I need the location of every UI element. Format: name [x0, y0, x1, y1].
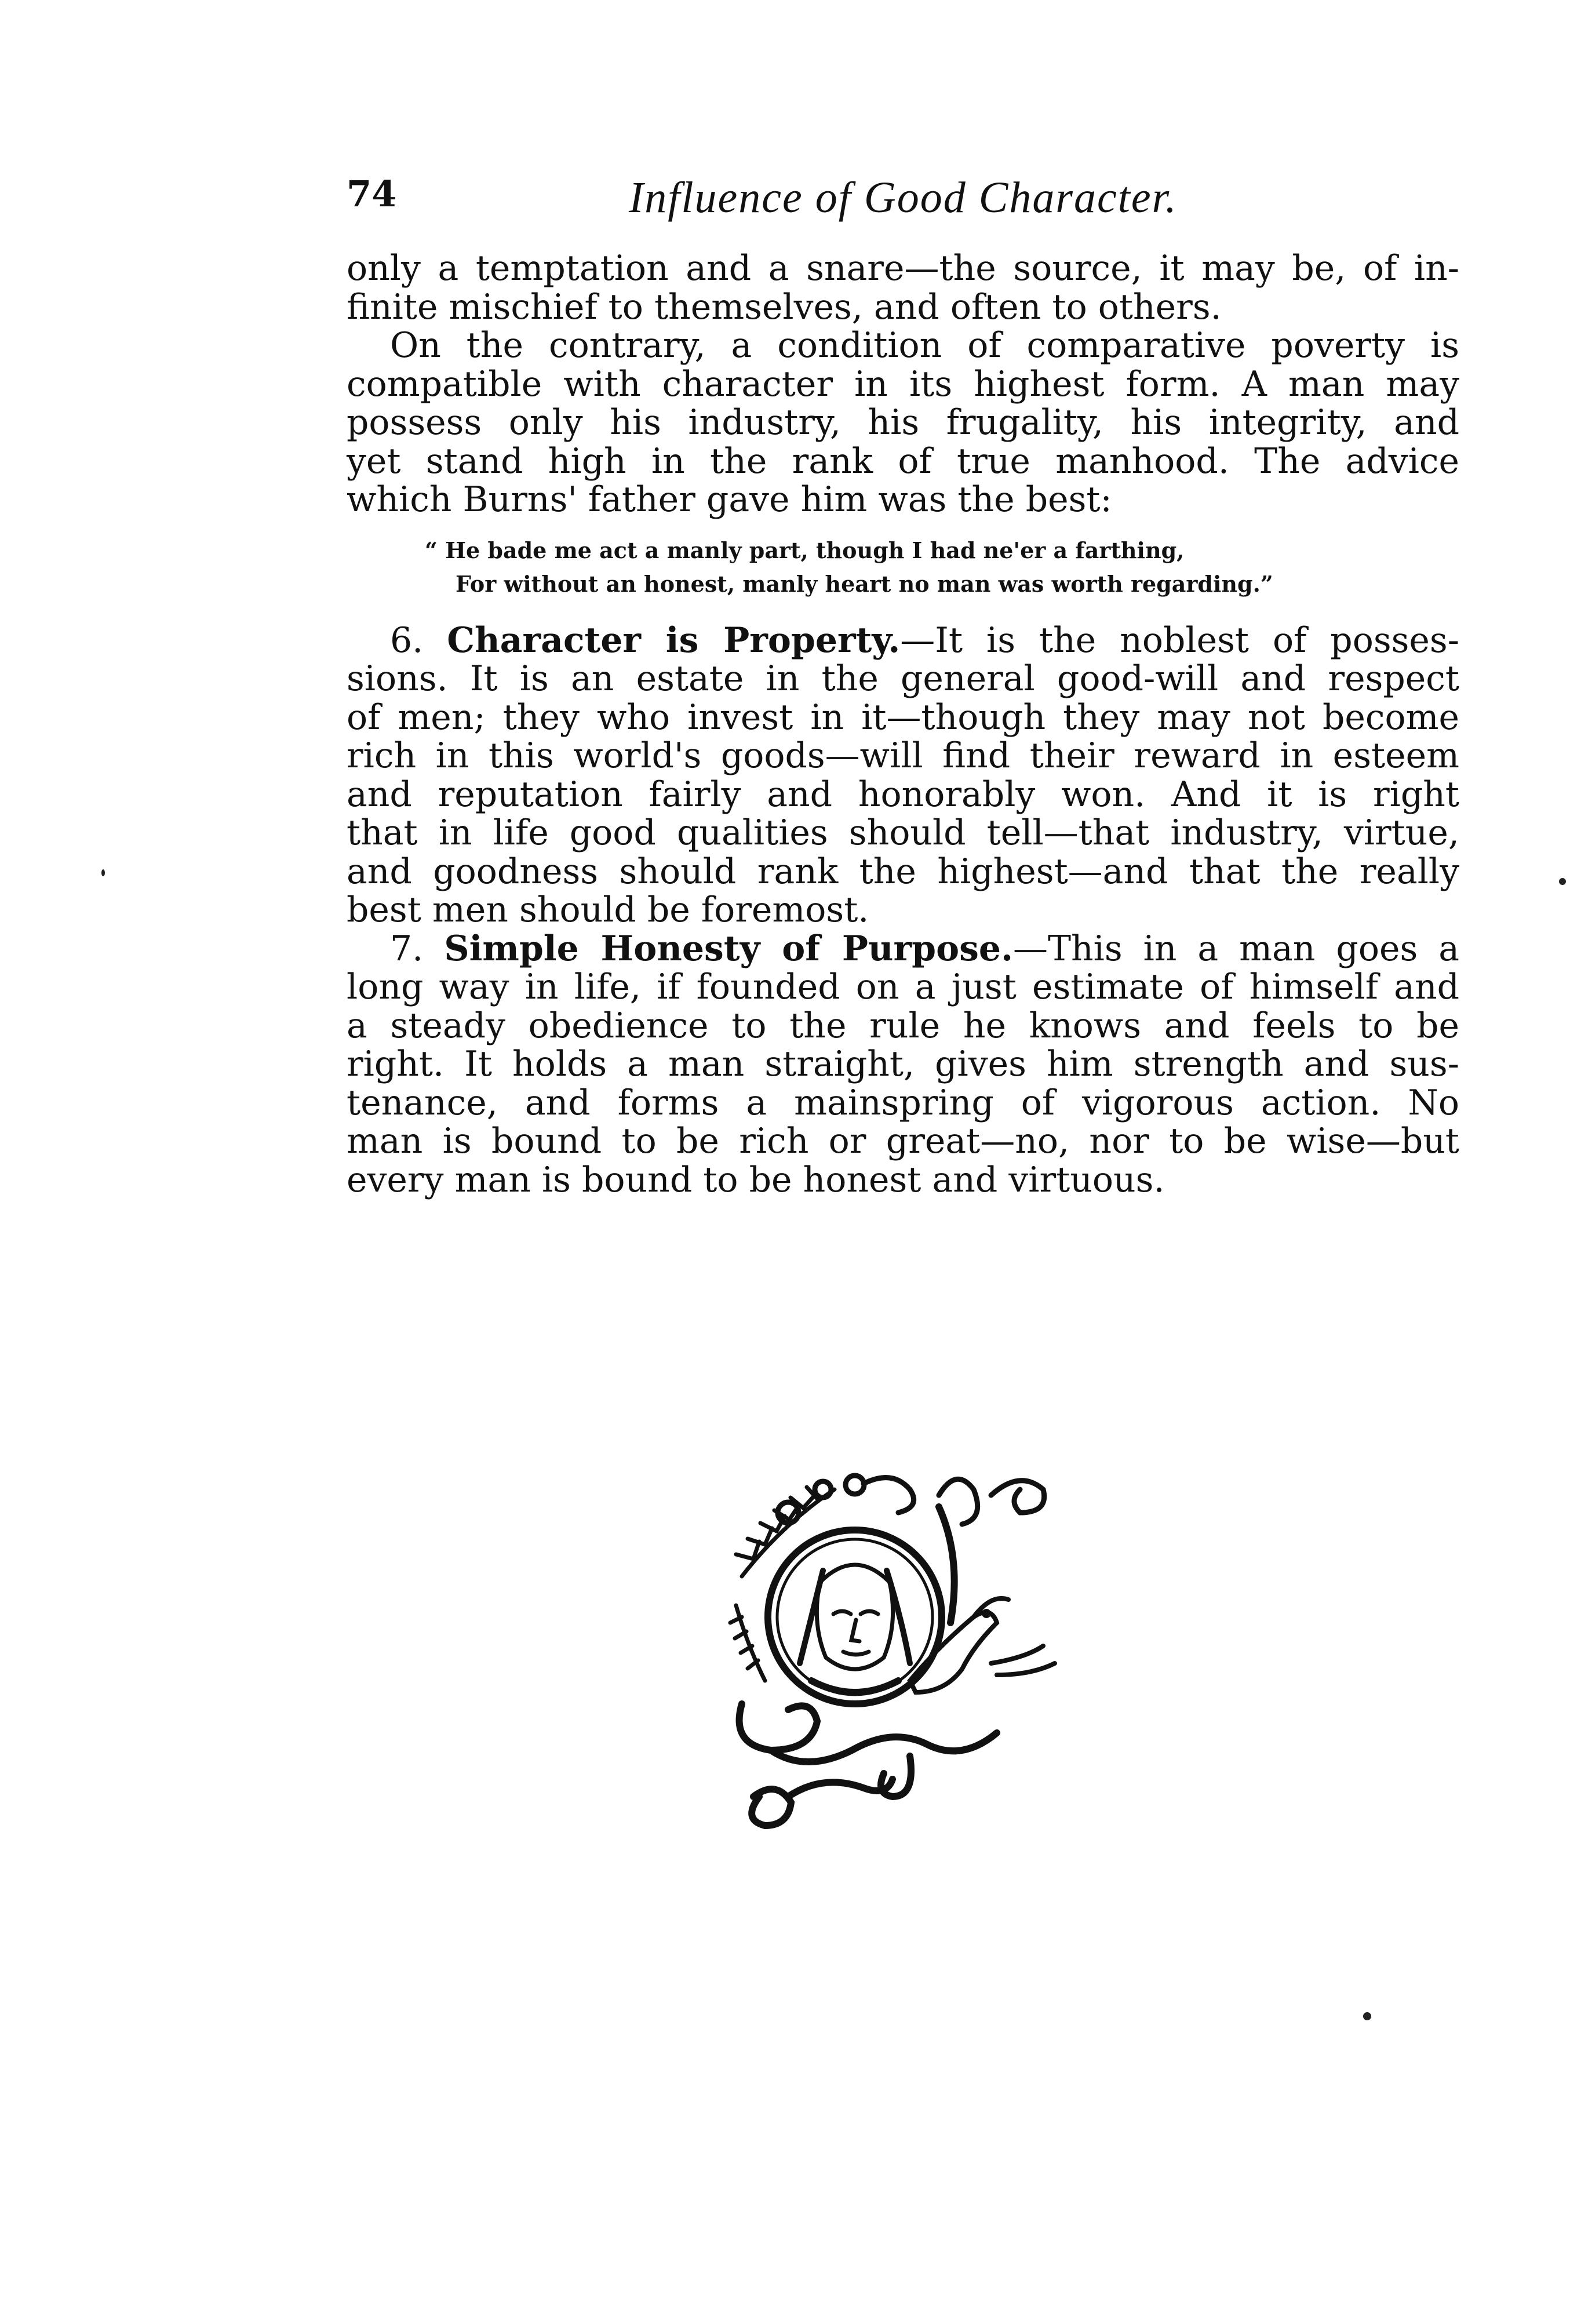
face: [800, 1565, 910, 1692]
section-heading: Simple Honesty of Purpose.: [444, 928, 1013, 969]
text-line: and goodness should rank the highest—and that the really: [347, 851, 1459, 892]
page-number: 74: [347, 173, 397, 215]
scan-speck: [1363, 2012, 1371, 2020]
section-heading: Character is Property.: [447, 620, 901, 661]
text-line: yet stand high in the rank of true manhood. The advice: [347, 440, 1459, 482]
text-line: finite mischief to themselves, and often to others.: [347, 286, 1222, 327]
verse-line: “ He bade me act a manly part, though I had ne'er a farthing,: [425, 537, 1185, 563]
text-line: possess only his industry, his frugality, his integrity, and: [347, 402, 1459, 443]
text-line: compatible with character in its highest form. A man may: [347, 363, 1459, 405]
section-first-line: [347, 621, 1459, 660]
section-7: [347, 930, 1459, 1200]
text-line: and reputation fairly and honorably won. And it is right: [347, 774, 1459, 815]
text-line: which Burns' father gave him was the best:: [347, 479, 1112, 520]
section-6: [347, 621, 1459, 930]
text-line: sions. It is an estate in the general good-will and respect: [347, 658, 1459, 699]
tailpiece-portrait-icon: [719, 1472, 1078, 1831]
text-line: tenance, and forms a mainspring of vigorous action. No: [347, 1082, 1459, 1123]
text-line: every man is bound to be honest and virtuous.: [347, 1159, 1165, 1200]
halo: [768, 1530, 942, 1704]
scan-speck: [1559, 878, 1566, 885]
text-line: that in life good qualities should tell—that industry, virtue,: [347, 813, 1459, 853]
text-line: best men should be foremost.: [347, 890, 869, 930]
scan-speck: [101, 869, 105, 876]
text-line: rich in this world's goods—will find their reward in esteem: [347, 735, 1459, 776]
section-lead-text: —This in a man goes a: [1012, 928, 1459, 969]
running-title: Influence of Good Character.: [629, 173, 1178, 222]
section-lead-text: —It is the noblest of posses-: [900, 620, 1459, 661]
text-line: man is bound to be rich or great—no, nor to be wise—but: [347, 1121, 1459, 1161]
section-first-line: [347, 930, 1459, 968]
section-number: 6.: [390, 620, 424, 661]
text-line: only a temptation and a snare—the source, it may be, of in-: [347, 248, 1459, 289]
body-text: [347, 249, 1459, 1199]
verse-line: For without an honest, manly heart no man was worth regarding.”: [456, 570, 1273, 597]
text-line: of men; they who invest in it—though they may not become: [347, 697, 1459, 738]
text-line: long way in life, if founded on a just estimate of himself and: [347, 967, 1459, 1007]
text-line: On the contrary, a condition of comparative poverty is: [390, 325, 1459, 366]
section-number: 7.: [390, 928, 424, 969]
text-line: a steady obedience to the rule he knows and feels to be: [347, 1005, 1459, 1046]
verse-quote: [347, 534, 1459, 601]
text-line: right. It holds a man straight, gives him strength and sus-: [347, 1044, 1459, 1084]
